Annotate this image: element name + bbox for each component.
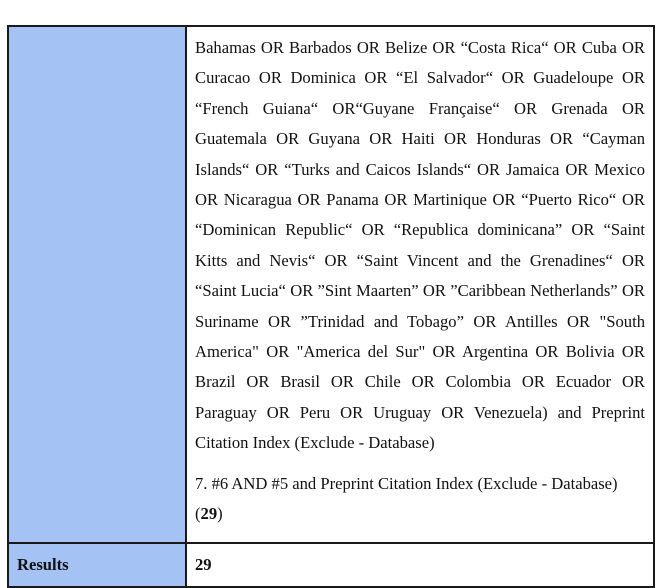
query-content-cell: [186, 26, 654, 543]
search-step-7: [187, 469, 653, 542]
results-value: 29: [186, 543, 654, 587]
step-7-text: 7. #6 AND #5 and Preprint Citation Index (Exclude - Database): [195, 473, 618, 493]
results-row: [8, 543, 654, 587]
search-strategy-table: [7, 25, 655, 588]
search-query-text: Bahamas OR Barbados OR Belize OR “Costa Rica“ OR Cuba OR Curacao OR Dominica OR “El Salvador“ OR Guadeloupe OR “French Guiana“ OR“Guyane Française“ OR Grenada OR Guatemala OR Guyana OR Haiti OR Honduras OR “Cayman Islands“ OR “Turks and Caicos Islands“ OR Jamaica OR Mexico OR Nicaragua OR Panama OR Martinique OR “Puerto Rico“ OR “Dominican Republic“ OR “Republica dominicana” OR “Saint Kitts and Nevis“ OR “Saint Vincent and the Grenadines“ OR “Saint Lucia“ OR ”Sint Maarten” OR ”Caribbean Netherlands” OR Suriname OR ”Trinidad and Tobago” OR Antilles OR "South America" OR "America del Sur" OR Argentina OR Bolivia OR Brazil OR Brasil OR Chile OR Colombia OR Ecuador OR Paraguay OR Peru OR Uruguay OR Venezuela) and Preprint Citation Index (Exclude - Database): [195, 38, 645, 453]
step-7-close-paren: ): [217, 504, 223, 524]
step-7-open-paren: (: [195, 504, 201, 524]
step-7-count: 29: [200, 504, 218, 524]
row-label-cell: [8, 26, 186, 543]
query-continuation-row: [8, 26, 654, 543]
results-label: Results: [8, 543, 186, 587]
